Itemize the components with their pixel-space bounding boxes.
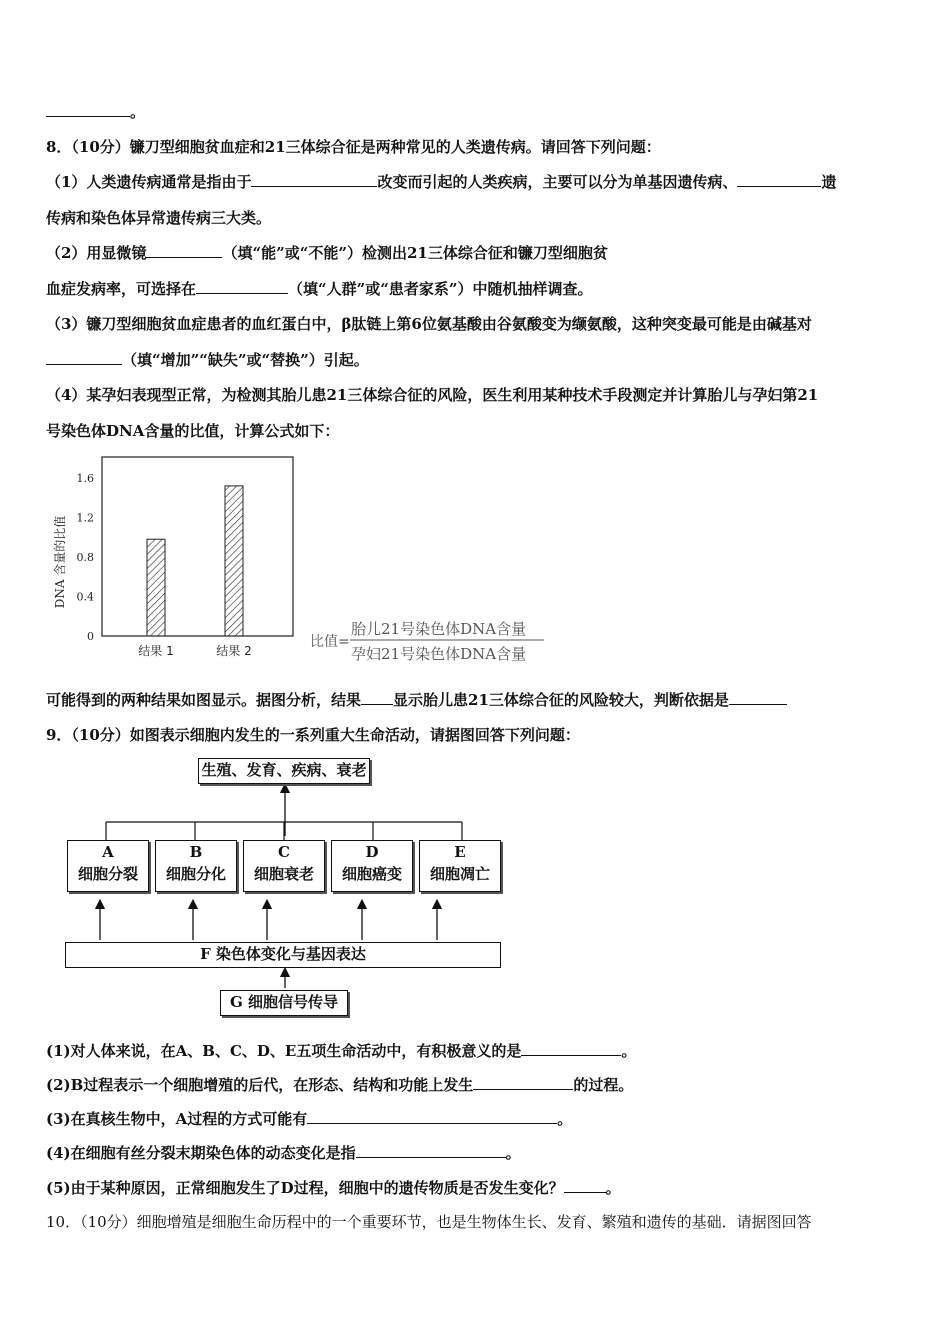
answer-blank[interactable] — [564, 1178, 606, 1193]
box-b-label: 细胞分化 — [165, 865, 226, 883]
answer-blank[interactable] — [361, 690, 393, 705]
answer-blank[interactable] — [251, 172, 377, 187]
q9-header — [46, 725, 580, 745]
q8-part4-line2 — [46, 421, 339, 441]
f-box: F 染色体变化与基因表达 — [65, 942, 501, 968]
q8-part4-line1 — [46, 385, 818, 405]
answer-blank[interactable] — [46, 102, 130, 117]
y-tick-label: 0.4 — [76, 590, 94, 604]
q8-p2-b: （填“能”或“不能”）检测出21三体综合征和镰刀型细胞贫 — [222, 244, 608, 262]
y-tick-label: 1.2 — [76, 511, 94, 525]
y-tick-label: 0 — [87, 630, 94, 643]
q9-s1-b: 。 — [621, 1042, 637, 1060]
box-a — [67, 840, 149, 892]
top-answer-line — [46, 102, 145, 122]
box-c — [243, 840, 325, 892]
dna-ratio-chart — [46, 450, 566, 680]
q9-sub2 — [46, 1075, 633, 1095]
q8-p1-b: 改变而引起的人类疾病，主要可以分为单基因遗传病、 — [377, 173, 738, 191]
formula-numerator: 胎儿21号染色体DNA含量 — [351, 620, 527, 638]
box-e-letter: E — [454, 843, 466, 861]
box-e — [419, 840, 501, 892]
q8-p1-d: 传病和染色体异常遗传病三大类。 — [46, 209, 272, 227]
q8-part5-line — [46, 690, 787, 710]
q8-p4-a: （4）某孕妇表现型正常，为检测其胎儿患21三体综合征的风险，医生利用某种技术手段测定并计算胎儿与孕妇第21 — [46, 386, 819, 404]
plot-frame — [102, 457, 293, 636]
q9-s2-b: 的过程。 — [573, 1076, 634, 1094]
q8-p1-a: （1）人类遗传病通常是指由于 — [46, 173, 252, 191]
answer-blank[interactable] — [521, 1041, 621, 1056]
q8-part1-line2 — [46, 208, 271, 228]
answer-blank[interactable] — [46, 350, 122, 365]
y-tick-label: 1.6 — [76, 472, 94, 485]
q10-header-text: 10．（10分）细胞增殖是细胞生命历程中的一个重要环节，也是生物体生长、发育、繁殖和遗传的基础．请据图回答 — [46, 1213, 812, 1231]
q9-s5-b: 。 — [605, 1179, 621, 1197]
formula-prefix: 比值= — [310, 634, 350, 650]
q9-s4-a: (4)在细胞有丝分裂末期染色体的动态变化是指 — [46, 1144, 356, 1162]
top-box: 生殖、发育、疾病、衰老 — [198, 758, 370, 784]
q9-header-text: 9．（10分）如图表示细胞内发生的一系列重大生命活动，请据图回答下列问题： — [46, 726, 580, 744]
box-a-letter: A — [102, 843, 114, 861]
q9-sub3 — [46, 1109, 572, 1129]
answer-blank[interactable] — [196, 279, 288, 294]
box-d-letter: D — [365, 843, 379, 861]
y-axis-label: DNA 含量的比值 — [53, 515, 67, 609]
q8-part3-line2 — [46, 350, 369, 370]
q9-s1-a: (1)对人体来说，在A、B、C、D、E五项生命活动中，有积极意义的是 — [46, 1042, 522, 1060]
q8-p5-b: 显示胎儿患21三体综合征的风险较大，判断依据是 — [393, 691, 729, 709]
q9-s3-b: 。 — [557, 1110, 573, 1128]
answer-blank[interactable] — [473, 1075, 573, 1090]
cell-life-activity-diagram — [60, 756, 510, 1018]
q8-p3-b: （填“增加”“缺失”或“替换”）引起。 — [122, 351, 369, 369]
box-a-label: 细胞分裂 — [77, 865, 138, 883]
q9-sub1 — [46, 1041, 636, 1061]
top-tail: 。 — [130, 103, 146, 121]
box-e-label: 细胞凋亡 — [429, 865, 490, 883]
y-tick-label: 0.8 — [76, 551, 94, 564]
answer-blank[interactable] — [356, 1143, 506, 1158]
box-c-letter: C — [278, 843, 290, 861]
formula-denominator: 孕妇21号染色体DNA含量 — [351, 645, 527, 663]
q9-s3-a: (3)在真核生物中，A过程的方式可能有 — [46, 1110, 308, 1128]
q9-s2-a: (2)B过程表示一个细胞增殖的后代，在形态、结构和功能上发生 — [46, 1076, 474, 1094]
answer-blank[interactable] — [307, 1109, 557, 1124]
q8-p2-c: 血症发病率，可选择在 — [46, 280, 197, 298]
bar-1 — [147, 539, 165, 636]
g-box: G 细胞信号传导 — [220, 990, 348, 1016]
box-d — [331, 840, 413, 892]
q8-p2-a: （2）用显微镜 — [46, 244, 147, 262]
q9-s5-a: (5)由于某种原因，正常细胞发生了D过程，细胞中的遗传物质是否发生变化？ — [46, 1179, 564, 1197]
q8-part1-line1 — [46, 172, 836, 192]
answer-blank[interactable] — [146, 243, 222, 258]
x-category-label: 结果 2 — [216, 644, 252, 658]
q9-sub4 — [46, 1143, 521, 1163]
box-c-label: 细胞衰老 — [253, 865, 314, 883]
q8-p3-a: （3）镰刀型细胞贫血症患者的血红蛋白中，β肽链上第6位氨基酸由谷氨酸变为缬氨酸，这种突变最可能是由碱基对 — [46, 315, 812, 333]
box-b-letter: B — [189, 843, 203, 861]
q10-header — [46, 1212, 812, 1232]
x-category-label: 结果 1 — [138, 644, 174, 658]
bar-2 — [225, 486, 243, 636]
q8-p5-a: 可能得到的两种结果如图显示。据图分析，结果 — [46, 691, 362, 709]
q9-s4-b: 。 — [505, 1144, 521, 1162]
q8-header-text: 8．（10分）镰刀型细胞贫血症和21三体综合征是两种常见的人类遗传病。请回答下列问题： — [46, 138, 661, 156]
q8-part3-line1 — [46, 314, 812, 334]
q8-p2-d: （填“人群”或“患者家系”）中随机抽样调查。 — [288, 280, 593, 298]
box-d-label: 细胞癌变 — [341, 865, 402, 883]
box-b — [155, 840, 237, 892]
answer-blank[interactable] — [729, 690, 787, 705]
q8-p1-c: 遗 — [821, 173, 837, 191]
q8-p4-b: 号染色体DNA含量的比值，计算公式如下： — [46, 422, 340, 440]
q9-sub5 — [46, 1178, 621, 1198]
q8-part2-line2 — [46, 279, 593, 299]
q8-part2-line1 — [46, 243, 608, 263]
answer-blank[interactable] — [737, 172, 821, 187]
q8-header — [46, 137, 661, 157]
